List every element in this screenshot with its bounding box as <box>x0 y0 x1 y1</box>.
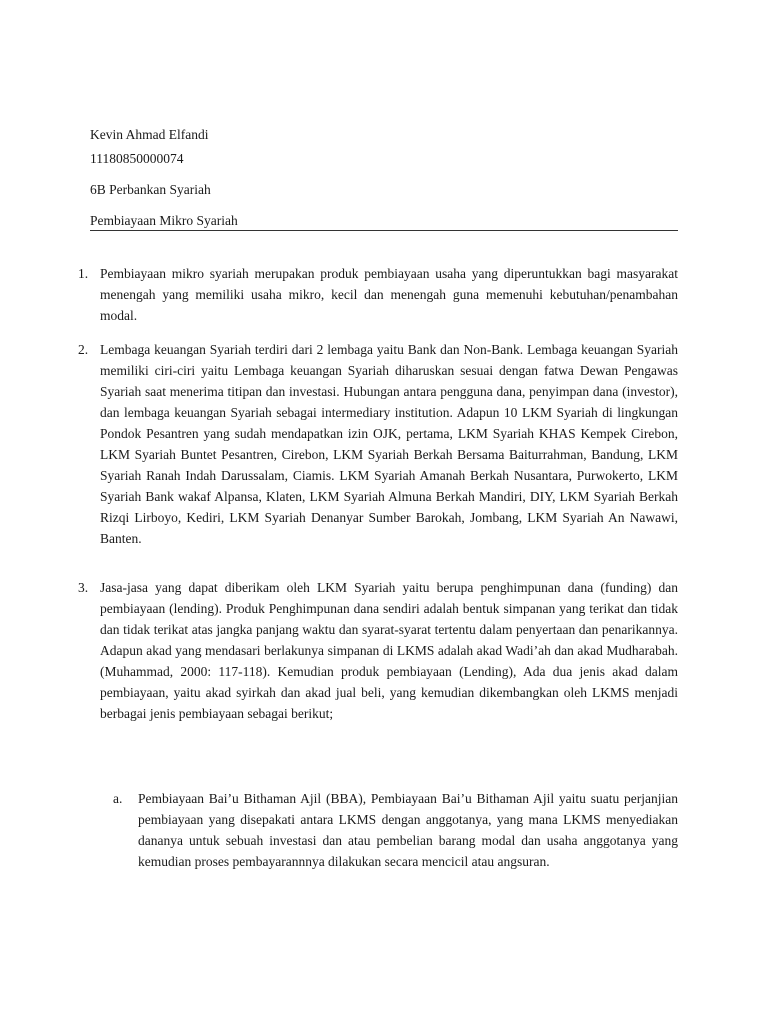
list-number: 2. <box>78 342 89 357</box>
student-id: 11180850000074 <box>90 151 184 166</box>
sub-list-item-text: Pembiayaan Bai’u Bithaman Ajil (BBA), Pembiayaan Bai’u Bithaman Ajil yaitu suatu perjanjian pembiayaan yang disepakati antara LKMS dengan anggotanya, yang mana LKMS menyediakan dananya untuk sebuah investasi dan atau pembelian barang modal dan usaha anggotanya yang kemudian proses pembayarannnya dilakukan secara mencicil atau angsuran. <box>138 791 678 869</box>
list-item-1 <box>78 263 678 326</box>
author-name: Kevin Ahmad Elfandi <box>90 127 209 142</box>
list-number: 1. <box>78 266 89 281</box>
list-item-3 <box>78 577 678 724</box>
list-item-text: Pembiayaan mikro syariah merupakan produk pembiayaan usaha yang diperuntukkan bagi masyarakat menengah yang memiliki usaha mikro, kecil dan menengah guna memenuhi kebutuhan/penambahan modal. <box>100 266 678 323</box>
list-item-2 <box>78 339 678 549</box>
list-number: 3. <box>78 580 89 595</box>
sub-list-letter: a. <box>113 791 123 806</box>
sub-list-item-a <box>113 788 678 872</box>
document-title: Pembiayaan Mikro Syariah <box>90 213 238 228</box>
class-name: 6B Perbankan Syariah <box>90 182 211 197</box>
list-item-text: Lembaga keuangan Syariah terdiri dari 2 lembaga yaitu Bank dan Non-Bank. Lembaga keuangan Syariah memiliki ciri-ciri yaitu Lembaga keuangan Syariah diharuskan sesuai dengan fatwa Dewan Pengawas Syariah saat menerima titipan dan investasi. Hubungan antara pengguna dana, penyimpan dana (investor), dan lembaga keuangan Syariah sebagai intermediary institution. Adapun 10 LKM Syariah di lingkungan Pondok Pesantren yang sudah mendapatkan izin OJK, pertama, LKM Syariah KHAS Kempek Cirebon, LKM Syariah Buntet Pesantren, Cirebon, LKM Syariah Berkah Bersama Baiturrahman, Bandung, LKM Syariah Ranah Indah Darussalam, Ciamis. LKM Syariah Amanah Berkah Nusantara, Purwokerto, LKM Syariah Bank wakaf Alpansa, Klaten, LKM Syariah Almuna Berkah Mandiri, DIY, LKM Syariah Berkah Rizqi Lirboyo, Kediri, LKM Syariah Denanyar Sumber Barokah, Jombang, LKM Syariah An Nawawi, Banten. <box>100 342 678 546</box>
list-item-text: Jasa-jasa yang dapat diberikam oleh LKM Syariah yaitu berupa penghimpunan dana (funding) dan pembiayaan (lending). Produk Penghimpunan dana sendiri adalah bentuk simpanan yang terikat dan tidak dan tidak terikat atas jangka panjang waktu dan syarat-syarat tertentu dalam penyertaan dan penarikannya. Adapun akad yang mendasari berlakunya simpanan di LKMS adalah akad Wadi’ah dan akad Mudharabah. (Muhammad, 2000: 117-118). Kemudian produk pembiayaan (Lending), Ada dua jenis akad dalam pembiayaan, yaitu akad syirkah dan akad jual beli, yang kemudian dikembangkan oleh LKMS menjadi berbagai jenis pembiayaan sebagai berikut; <box>100 580 678 721</box>
title-underline <box>90 230 678 231</box>
